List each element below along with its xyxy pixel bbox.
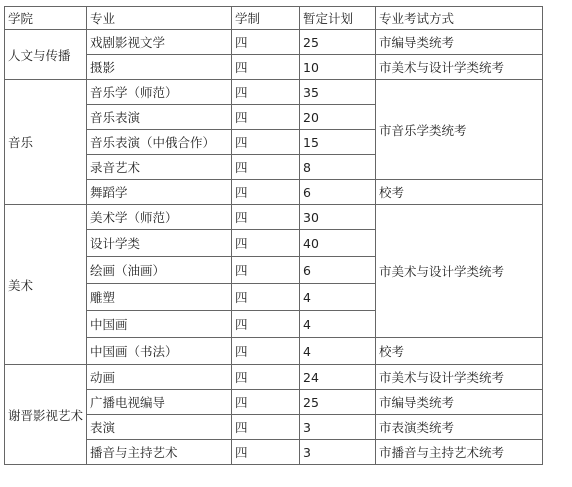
plan-cell: 35	[300, 80, 376, 105]
major-cell: 戏剧影视文学	[87, 30, 232, 55]
years-cell: 四	[232, 365, 300, 390]
table-row	[5, 205, 543, 230]
plan-cell: 20	[300, 105, 376, 130]
header-row	[5, 7, 543, 30]
years-cell: 四	[232, 180, 300, 205]
years-cell: 四	[232, 311, 300, 338]
enrollment-plan-table	[4, 6, 543, 465]
plan-cell: 3	[300, 440, 376, 465]
college-cell: 人文与传播	[5, 30, 87, 80]
plan-cell: 10	[300, 55, 376, 80]
college-cell: 音乐	[5, 80, 87, 205]
exam-cell: 市美术与设计学类统考	[376, 55, 543, 80]
years-cell: 四	[232, 415, 300, 440]
major-cell: 播音与主持艺术	[87, 440, 232, 465]
exam-cell: 市音乐学类统考	[376, 80, 543, 180]
header-years: 学制	[232, 7, 300, 30]
exam-cell: 市美术与设计学类统考	[376, 205, 543, 338]
header-plan: 暂定计划	[300, 7, 376, 30]
major-cell: 美术学（师范）	[87, 205, 232, 230]
header-exam: 专业考试方式	[376, 7, 543, 30]
years-cell: 四	[232, 130, 300, 155]
years-cell: 四	[232, 30, 300, 55]
plan-cell: 24	[300, 365, 376, 390]
years-cell: 四	[232, 105, 300, 130]
plan-cell: 4	[300, 284, 376, 311]
plan-cell: 8	[300, 155, 376, 180]
plan-cell: 6	[300, 257, 376, 284]
years-cell: 四	[232, 257, 300, 284]
major-cell: 音乐表演	[87, 105, 232, 130]
major-cell: 音乐学（师范）	[87, 80, 232, 105]
plan-cell: 25	[300, 390, 376, 415]
major-cell: 录音艺术	[87, 155, 232, 180]
table-row	[5, 30, 543, 55]
header-major: 专业	[87, 7, 232, 30]
plan-cell: 15	[300, 130, 376, 155]
exam-cell: 校考	[376, 338, 543, 365]
exam-cell: 校考	[376, 180, 543, 205]
plan-cell: 6	[300, 180, 376, 205]
years-cell: 四	[232, 205, 300, 230]
major-cell: 雕塑	[87, 284, 232, 311]
years-cell: 四	[232, 80, 300, 105]
exam-cell: 市播音与主持艺术统考	[376, 440, 543, 465]
header-college: 学院	[5, 7, 87, 30]
college-cell: 谢晋影视艺术	[5, 365, 87, 465]
years-cell: 四	[232, 440, 300, 465]
years-cell: 四	[232, 55, 300, 80]
major-cell: 音乐表演（中俄合作）	[87, 130, 232, 155]
years-cell: 四	[232, 338, 300, 365]
plan-cell: 40	[300, 230, 376, 257]
major-cell: 中国画	[87, 311, 232, 338]
years-cell: 四	[232, 230, 300, 257]
major-cell: 舞蹈学	[87, 180, 232, 205]
major-cell: 表演	[87, 415, 232, 440]
exam-cell: 市编导类统考	[376, 30, 543, 55]
plan-cell: 30	[300, 205, 376, 230]
years-cell: 四	[232, 155, 300, 180]
college-cell: 美术	[5, 205, 87, 365]
years-cell: 四	[232, 390, 300, 415]
plan-cell: 25	[300, 30, 376, 55]
major-cell: 动画	[87, 365, 232, 390]
exam-cell: 市表演类统考	[376, 415, 543, 440]
table-row	[5, 365, 543, 390]
major-cell: 广播电视编导	[87, 390, 232, 415]
exam-cell: 市编导类统考	[376, 390, 543, 415]
years-cell: 四	[232, 284, 300, 311]
table-row	[5, 80, 543, 105]
plan-cell: 4	[300, 338, 376, 365]
major-cell: 中国画（书法）	[87, 338, 232, 365]
exam-cell: 市美术与设计学类统考	[376, 365, 543, 390]
major-cell: 设计学类	[87, 230, 232, 257]
major-cell: 摄影	[87, 55, 232, 80]
plan-cell: 4	[300, 311, 376, 338]
major-cell: 绘画（油画）	[87, 257, 232, 284]
plan-cell: 3	[300, 415, 376, 440]
